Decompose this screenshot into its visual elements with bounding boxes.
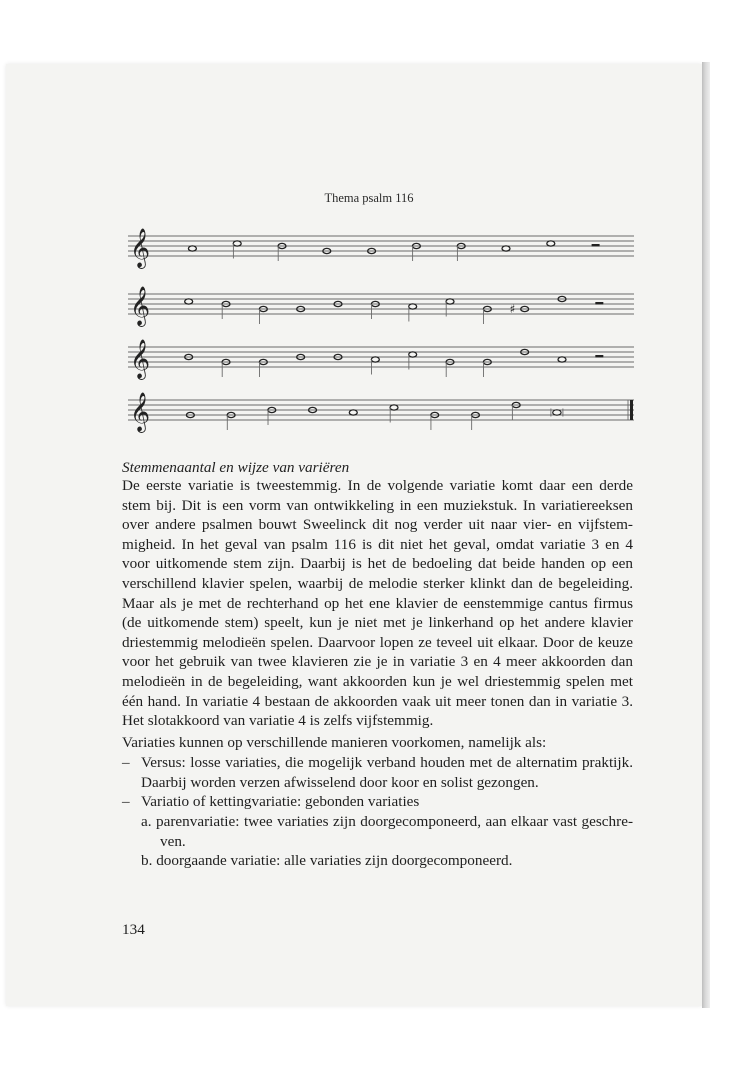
final-barline-thick bbox=[630, 400, 633, 420]
paragraph-line: één hand. In variatie 4 bestaan de akkoorden vaak uit meer tonen dan in variatie 3. bbox=[122, 692, 633, 710]
whole-note bbox=[558, 357, 566, 362]
list-line: Variatio of kettingvariatie: gebonden variaties bbox=[141, 793, 420, 810]
sublist-item-a bbox=[141, 812, 633, 851]
list-dash: – bbox=[122, 793, 130, 810]
whole-note bbox=[185, 299, 193, 304]
paragraph-line: De eerste variatie is tweestemmig. In de volgende variatie komt daar een derde bbox=[122, 477, 633, 494]
half-note bbox=[446, 299, 454, 304]
paragraph-line: over andere psalmen bouwt Sweelinck dit nog verder uit naar vier- en vijfstem- bbox=[122, 516, 633, 534]
sublist-line: a. parenvariatie: twee variaties zijn doorgecomponeerd, aan elkaar vast geschre- bbox=[141, 813, 633, 830]
list-line: Daarbij worden verzen afwisselend door koor en solist gezongen. bbox=[141, 773, 539, 791]
whole-rest bbox=[592, 244, 600, 247]
score-title: Thema psalm 116 bbox=[324, 191, 414, 205]
half-note bbox=[371, 357, 379, 362]
list-intro bbox=[122, 733, 633, 753]
paragraph-line: verschillend klavier spelen, waarbij de melodie sterker klinkt dan de begeleiding. bbox=[122, 574, 633, 592]
treble-clef-icon: 𝄞 bbox=[130, 392, 151, 432]
half-note bbox=[233, 241, 241, 246]
main-paragraph bbox=[122, 476, 633, 731]
paragraph-line: stem bij. Dit is een vorm van ontwikkeling in een muziekstuk. In variatiereeksen bbox=[122, 496, 633, 514]
whole-rest bbox=[595, 302, 603, 305]
whole-rest bbox=[595, 355, 603, 358]
list-intro-text: Variaties kunnen op verschillende manieren voorkomen, namelijk als: bbox=[122, 734, 547, 751]
music-staff-2 bbox=[128, 286, 634, 326]
page-number: 134 bbox=[122, 921, 145, 938]
treble-clef-icon: 𝄞 bbox=[130, 228, 151, 268]
sublist-line: ven. bbox=[160, 832, 186, 850]
paragraph-line: driestemmig melodieën spelen. Daarvoor lopen ze teveel uit elkaar. Door de keuze bbox=[122, 633, 633, 651]
paragraph-line: (de uitkomende stem) speelt, kun je niet met je linkerhand op het andere klavier bbox=[122, 614, 633, 632]
half-note bbox=[390, 405, 398, 410]
sublist-line: b. doorgaande variatie: alle variaties zijn doorgecomponeerd. bbox=[141, 852, 513, 869]
whole-note bbox=[349, 410, 357, 415]
treble-clef-icon: 𝄞 bbox=[130, 339, 151, 379]
whole-note bbox=[547, 241, 555, 246]
list-item-versus bbox=[122, 753, 633, 792]
half-note bbox=[409, 352, 417, 357]
list-line: Versus: losse variaties, die mogelijk verband houden met de alternatim praktijk. bbox=[141, 754, 633, 771]
paragraph-line: voor het gebruik van twee klavieren zie je in variatie 3 en 4 meer akkoorden dan bbox=[122, 653, 633, 671]
paragraph-line: Maar als je met de rechterhand op het ene klavier de eenstemmige cantus firmus bbox=[122, 594, 633, 612]
paragraph-line: migheid. In het geval van psalm 116 is dit niet het geval, omdat variatie 3 en 4 bbox=[122, 535, 633, 553]
breve-note bbox=[553, 410, 561, 415]
whole-note bbox=[502, 246, 510, 251]
sublist-item-b bbox=[141, 851, 633, 871]
music-staff-1 bbox=[128, 228, 634, 268]
paragraph-line: voor uitkomende stem zijn. Daarbij is het de bedoeling dat beide handen op een bbox=[122, 555, 633, 573]
whole-note bbox=[188, 246, 196, 251]
music-staff-3 bbox=[128, 339, 634, 379]
list-item-variatio bbox=[122, 792, 633, 812]
sharp-icon: ♯ bbox=[509, 302, 516, 316]
paragraph-line: Het slotakkoord van variatie 4 is zelfs vijfstemmig. bbox=[122, 712, 434, 730]
list-dash: – bbox=[122, 754, 130, 771]
music-staff-4 bbox=[128, 392, 634, 432]
treble-clef-icon: 𝄞 bbox=[130, 286, 151, 326]
paragraph-line: melodieën in de begeleiding, want akkoorden kun je wel driestemmig spelen met bbox=[122, 672, 633, 690]
half-note bbox=[409, 304, 417, 309]
section-heading: Stemmenaantal en wijze van variëren bbox=[122, 459, 350, 476]
